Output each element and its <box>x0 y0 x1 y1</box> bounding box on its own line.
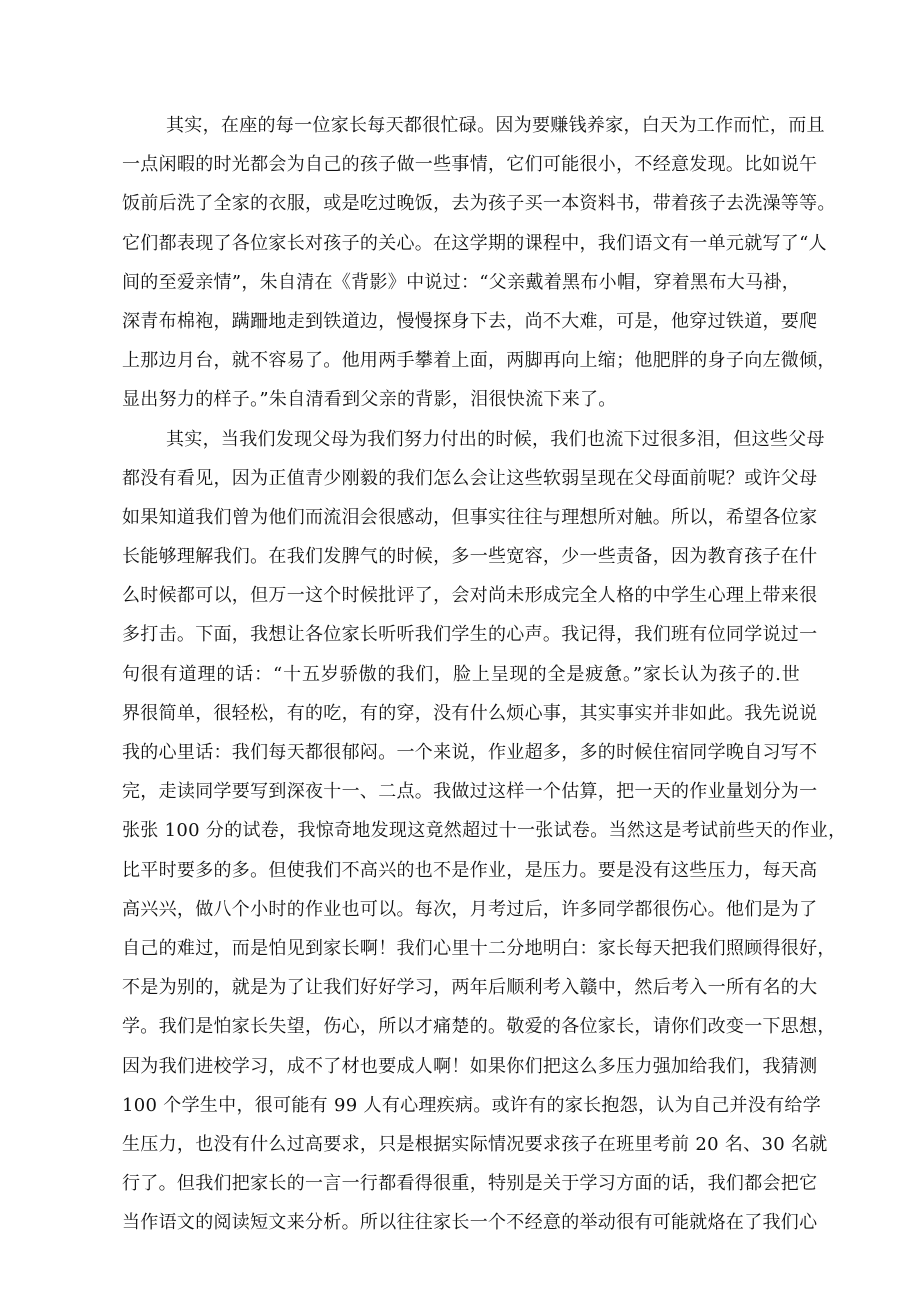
text-line: 它们都表现了各位家长对孩子的关心。在这学期的课程中，我们语文有一单元就写了“人 <box>122 232 827 254</box>
text-line: 一点闲暇的时光都会为自己的孩子做一些事情，它们可能很小，不经意发现。比如说午 <box>122 154 818 176</box>
text-line: 完，走读同学要写到深夜十一、二点。我做过这样一个估算，把一天的作业量划分为一 <box>122 781 818 803</box>
text-line: 我的心里话：我们每天都很郁闷。一个来说，作业超多，多的时候住宿同学晚自习写不 <box>122 742 818 763</box>
text-line: 显出努力的样子。”朱自清看到父亲的背影，泪很快流下来了。 <box>122 389 617 411</box>
text-line: 生压力，也没有什么过高要求，只是根据实际情况要求孩子在班里考前 20 名、30 名就 <box>122 1133 828 1155</box>
text-line: 深青布棉袍，蹒跚地走到铁道边，慢慢探身下去，尚不大难，可是，他穿过铁道，要爬 <box>122 310 818 332</box>
text-line: 多打击。下面，我想让各位家长听听我们学生的心声。我记得，我们班有位同学说过一 <box>122 624 818 646</box>
text-line: 饭前后洗了全家的衣服，或是吃过晚饭，去为孩子买一本资料书，带着孩子去洗澡等等。 <box>122 193 836 215</box>
text-line: 其实，当我们发现父母为我们努力付出的时候，我们也流下过很多泪，但这些父母 <box>166 428 825 450</box>
text-line: 句很有道理的话：“十五岁骄傲的我们，脸上呈现的全是疲惫。”家长认为孩子的.世 <box>122 663 800 685</box>
text-line: 其实，在座的每一位家长每天都很忙碌。因为要赚钱养家，白天为工作而忙，而且 <box>166 115 825 136</box>
text-line: 因为我们进校学习，成不了材也要成人啊！如果你们把这么多压力强加给我们，我猜测 <box>122 1055 818 1077</box>
text-line: 高兴兴，做八个小时的作业也可以。每次，月考过后，许多同学都很伤心。他们是为了 <box>122 898 818 920</box>
paragraph-1 <box>122 106 836 420</box>
paragraph-2 <box>122 420 847 1243</box>
text-line: 张张 100 分的试卷，我惊奇地发现这竟然超过十一张试卷。当然这是考试前些天的作业， <box>122 820 847 842</box>
document-page <box>122 106 847 1242</box>
text-line: 学。我们是怕家长失望，伤心，所以才痛楚的。敬爱的各位家长，请你们改变一下思想， <box>122 1016 836 1038</box>
text-line: 都没有看见，因为正值青少刚毅的我们怎么会让这些软弱呈现在父母面前呢？或许父母 <box>122 467 818 489</box>
text-line: 比平时要多的多。但使我们不高兴的也不是作业，是压力。要是没有这些压力，每天高 <box>122 859 818 881</box>
text-line: 行了。但我们把家长的一言一行都看得很重，特别是关于学习方面的话，我们都会把它 <box>122 1173 818 1195</box>
text-line: 间的至爱亲情”，朱自清在《背影》中说过：“父亲戴着黑布小帽，穿着黑布大马褂， <box>122 271 800 293</box>
text-line: 自己的难过，而是怕见到家长啊！我们心里十二分地明白：家长每天把我们照顾得很好， <box>122 937 836 959</box>
text-line: 么时候都可以，但万一这个时候批评了，会对尚未形成完全人格的中学生心理上带来很 <box>122 585 818 607</box>
text-line: 如果知道我们曾为他们而流泪会很感动，但事实往往与理想所对触。所以，希望各位家 <box>122 506 818 528</box>
text-line: 不是为别的，就是为了让我们好好学习，两年后顺利考入赣中，然后考入一所有名的大 <box>122 977 818 999</box>
text-line: 界很简单，很轻松，有的吃，有的穿，没有什么烦心事，其实事实并非如此。我先说说 <box>122 702 818 724</box>
text-line: 当作语文的阅读短文来分析。所以往往家长一个不经意的举动很有可能就烙在了我们心 <box>122 1212 818 1234</box>
text-line: 100 个学生中，很可能有 99 人有心理疾病。或许有的家长抱怨，认为自己并没有给学 <box>122 1094 822 1116</box>
text-line: 长能够理解我们。在我们发脾气的时候，多一些宽容，少一些责备，因为教育孩子在什 <box>122 546 818 568</box>
text-line: 上那边月台，就不容易了。他用两手攀着上面，两脚再向上缩；他肥胖的身子向左微倾， <box>122 350 836 372</box>
